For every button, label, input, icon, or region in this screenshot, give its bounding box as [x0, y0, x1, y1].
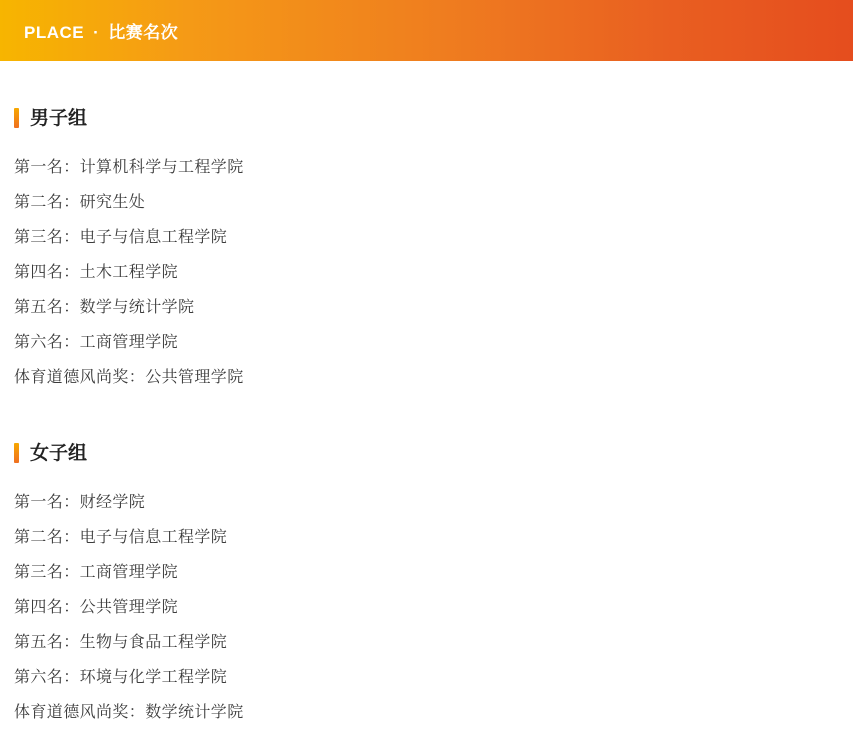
rank-label: 第四名：	[14, 599, 80, 616]
list-item	[14, 150, 839, 185]
rank-label: 第二名：	[14, 194, 80, 211]
list-item	[14, 520, 839, 555]
banner-title-chinese: 比赛名次	[108, 23, 179, 42]
rank-value: 财经学院	[79, 494, 146, 511]
list-item	[14, 255, 839, 290]
list-item	[14, 220, 839, 255]
rank-value: 计算机科学与工程学院	[79, 159, 244, 176]
accent-bar-icon	[14, 443, 19, 463]
list-item	[14, 325, 839, 360]
list-item	[14, 185, 839, 220]
list-item	[14, 660, 839, 695]
rank-value: 电子与信息工程学院	[79, 529, 228, 546]
rank-value: 电子与信息工程学院	[79, 229, 228, 246]
accent-bar-icon	[14, 108, 19, 128]
section-womens-group	[14, 395, 839, 730]
rank-value: 土木工程学院	[79, 264, 179, 281]
results-content	[0, 61, 853, 730]
section-header	[14, 443, 839, 463]
rank-value: 数学与统计学院	[79, 299, 195, 316]
rank-label: 第四名：	[14, 264, 80, 281]
rank-label: 第一名：	[14, 494, 80, 511]
list-item	[14, 485, 839, 520]
section-title: 女子组	[30, 442, 88, 464]
rank-value: 环境与化学工程学院	[79, 669, 228, 686]
section-header	[14, 108, 839, 128]
list-item	[14, 360, 839, 395]
rank-value: 公共管理学院	[79, 599, 179, 616]
rank-label: 第三名：	[14, 229, 80, 246]
rank-label: 第六名：	[14, 334, 80, 351]
rank-value: 工商管理学院	[79, 334, 179, 351]
list-item	[14, 695, 839, 730]
rank-label: 第六名：	[14, 669, 80, 686]
rank-label: 第五名：	[14, 634, 80, 651]
banner-title-english: PLACE	[24, 23, 85, 42]
rank-label: 体育道德风尚奖：	[14, 369, 146, 386]
banner-title	[24, 18, 178, 43]
rank-value: 研究生处	[79, 194, 146, 211]
rank-value: 生物与食品工程学院	[79, 634, 228, 651]
rank-value: 工商管理学院	[79, 564, 179, 581]
list-item	[14, 625, 839, 660]
list-item	[14, 290, 839, 325]
banner-separator: ·	[93, 23, 100, 42]
rank-label: 第一名：	[14, 159, 80, 176]
rank-label: 第三名：	[14, 564, 80, 581]
list-item	[14, 590, 839, 625]
section-title: 男子组	[30, 107, 88, 129]
page-banner	[0, 0, 853, 61]
rank-label: 第二名：	[14, 529, 80, 546]
list-item	[14, 555, 839, 590]
rank-value: 数学统计学院	[145, 704, 244, 721]
rank-value: 公共管理学院	[145, 369, 244, 386]
rank-label: 体育道德风尚奖：	[14, 704, 146, 721]
section-mens-group	[14, 61, 839, 395]
rank-label: 第五名：	[14, 299, 80, 316]
